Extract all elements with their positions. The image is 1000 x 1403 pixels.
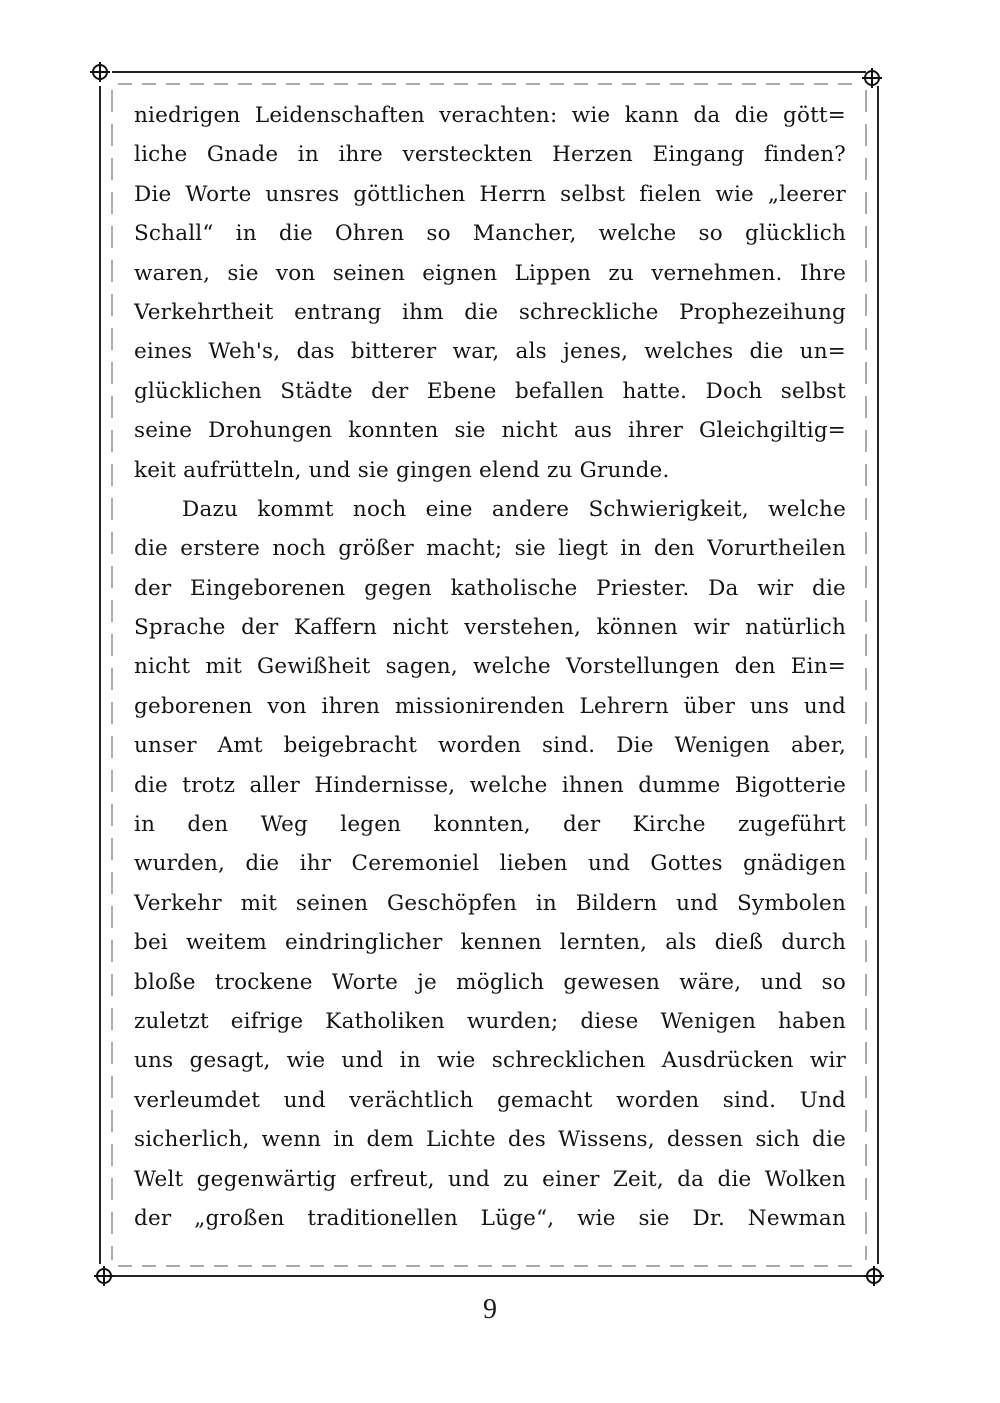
text-line: die trotz aller Hindernisse, welche ihnen dumme Bigotterie — [134, 772, 846, 798]
text-line: nicht mit Gewißheit sagen, welche Vorstellungen den Ein= — [134, 654, 846, 680]
text-line: sicherlich, wenn in dem Lichte des Wissens, dessen sich die — [134, 1127, 846, 1153]
corner-ornament-top-left — [90, 62, 110, 82]
text-line: waren, sie von seinen eignen Lippen zu vernehmen. Ihre — [134, 260, 846, 286]
body-text — [134, 96, 846, 1238]
text-line: Sprache der Kaffern nicht verstehen, können wir natürlich — [134, 615, 846, 641]
text-line: Die Worte unsres göttlichen Herrn selbst fielen wie „leerer — [134, 181, 846, 207]
text-line: der Eingeborenen gegen katholische Priester. Da wir die — [134, 575, 846, 601]
text-line: zuletzt eifrige Katholiken wurden; diese Wenigen haben — [134, 1008, 846, 1034]
text-line: glücklichen Städte der Ebene befallen hatte. Doch selbst — [134, 378, 846, 404]
corner-ornament-bottom-right — [864, 1266, 884, 1286]
text-line: Verkehrtheit entrang ihm die schreckliche Prophezeihung — [134, 299, 846, 325]
text-line: verleumdet und verächtlich gemacht worden sind. Und — [134, 1087, 846, 1113]
text-line: die erstere noch größer macht; sie liegt in den Vorurtheilen — [134, 536, 846, 562]
text-line: geborenen von ihren missionirenden Lehrern über uns und — [134, 693, 846, 719]
text-line: liche Gnade in ihre versteckten Herzen Eingang finden? — [134, 142, 846, 168]
text-line: Schall“ in die Ohren so Mancher, welche so glücklich — [134, 221, 846, 247]
text-line: Dazu kommt noch eine andere Schwierigkeit, welche — [182, 496, 846, 522]
text-line: Welt gegenwärtig erfreut, und zu einer Zeit, da die Wolken — [134, 1166, 846, 1192]
page-number: 9 — [483, 1294, 497, 1325]
text-line: Verkehr mit seinen Geschöpfen in Bildern und Symbolen — [134, 890, 846, 916]
text-line: keit aufrütteln, und sie gingen elend zu Grunde. — [134, 457, 670, 483]
text-line: unser Amt beigebracht worden sind. Die Wenigen aber, — [134, 733, 846, 759]
text-line: eines Weh's, das bitterer war, als jenes, welches die un= — [134, 339, 846, 365]
text-line: niedrigen Leidenschaften verachten: wie kann da die gött= — [134, 103, 846, 128]
text-line: uns gesagt, wie und in wie schrecklichen Ausdrücken wir — [134, 1048, 846, 1074]
text-line: in den Weg legen konnten, der Kirche zugeführt — [134, 812, 846, 838]
corner-ornament-bottom-left — [94, 1266, 114, 1286]
text-line: seine Drohungen konnten sie nicht aus ihrer Gleichgiltig= — [134, 418, 846, 444]
text-line: bei weitem eindringlicher kennen lernten, als dieß durch — [134, 930, 846, 956]
text-line: der „großen traditionellen Lüge“, wie sie Dr. Newman — [134, 1205, 846, 1231]
text-line: wurden, die ihr Ceremoniel lieben und Gottes gnädigen — [134, 851, 846, 877]
text-line: bloße trockene Worte je möglich gewesen wäre, und so — [134, 969, 846, 995]
